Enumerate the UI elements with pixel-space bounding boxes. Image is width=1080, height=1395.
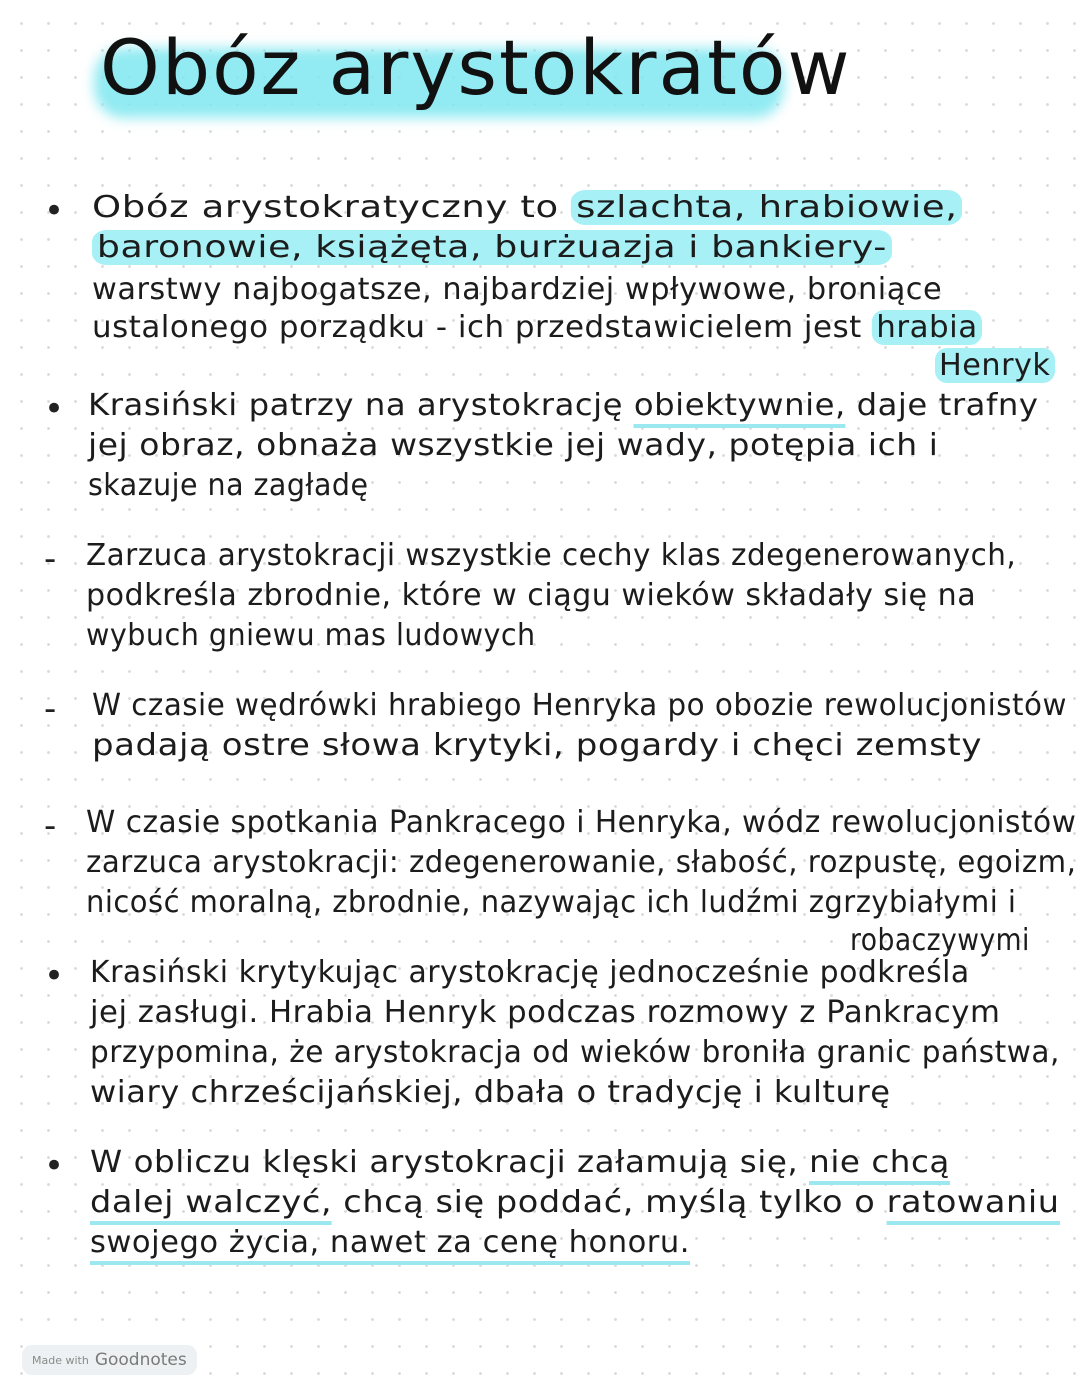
note-line	[90, 1145, 950, 1180]
underlined-text: swojego	[90, 1225, 229, 1265]
highlighted-text: Henryk	[935, 348, 1054, 383]
highlighted-text: baronowie, książęta, burżuazja i bankiery-	[92, 230, 892, 265]
dash-icon: -	[44, 806, 57, 846]
footer-prefix: Made with	[32, 1353, 89, 1367]
underlined-text: dalej walczyć,	[90, 1185, 332, 1225]
note-line	[86, 885, 1016, 920]
note-line	[86, 805, 1076, 840]
note-line	[92, 272, 942, 307]
note-line	[935, 348, 1054, 383]
note-line	[92, 190, 963, 225]
note-text: W czasie wędrówki hrabiego Henryka po obozie rewolucjonistów	[92, 688, 1067, 723]
page-title: Obóz arystokratów	[100, 23, 852, 112]
note-text: W obliczu klęski arystokracji załamują się,	[90, 1145, 810, 1180]
note-line	[92, 728, 982, 763]
note-line	[90, 1185, 1060, 1220]
note-text: chcą się poddać, myślą tylko o	[332, 1185, 887, 1220]
note-text: Zarzuca arystokracji wszystkie cechy klas zdegenerowanych,	[86, 538, 1017, 573]
underlined-text: nie chcą	[809, 1145, 950, 1185]
note-line	[86, 618, 536, 653]
note-text: ustalonego porządku - ich przedstawicielem jest	[92, 310, 873, 345]
note-line	[850, 923, 1030, 958]
note-line	[92, 688, 1067, 723]
note-text: Krasiński krytykując arystokrację jednocześnie podkreśla	[90, 955, 970, 990]
note-text: wiary chrześcijańskiej, dbała o tradycję i kulturę	[90, 1075, 891, 1110]
note-line	[86, 538, 1016, 573]
bullet-icon: •	[44, 1146, 65, 1186]
underlined-text: ratowaniu	[887, 1185, 1060, 1225]
title-wrap	[100, 23, 852, 112]
note-text: W czasie spotkania Pankracego i Henryka, wódz rewolucjonistów	[86, 805, 1077, 840]
note-line	[86, 845, 1076, 880]
note-text: padają ostre słowa krytyki, pogardy i chęci zemsty	[92, 728, 982, 763]
note-text: warstwy najbogatsze, najbardziej wpływowe, broniące	[92, 272, 943, 307]
note-line	[92, 310, 982, 345]
dash-icon: -	[44, 539, 57, 579]
note-text: przypomina, że arystokracja od wieków broniła granic państwa,	[90, 1035, 1060, 1070]
note-text: Krasiński patrzy na arystokrację	[88, 388, 634, 423]
highlighted-text: hrabia	[872, 310, 982, 345]
bullet-icon: •	[44, 956, 65, 996]
note-line	[88, 468, 368, 503]
bullet-icon: •	[44, 389, 65, 429]
goodnotes-badge	[22, 1345, 197, 1375]
footer-brand: Goodnotes	[94, 1350, 187, 1370]
note-text: jej zasługi. Hrabia Henryk podczas rozmowy z Pankracym	[90, 995, 1001, 1030]
note-line	[90, 955, 970, 990]
note-text: nicość moralną, zbrodnie, nazywając ich ludźmi zgrzybiałymi i	[86, 885, 1017, 920]
note-text: wybuch gniewu mas ludowych	[86, 618, 536, 653]
note-line	[86, 578, 976, 613]
bullet-icon: •	[44, 191, 65, 231]
note-text: robaczywymi	[850, 923, 1030, 958]
note-line	[88, 428, 938, 463]
note-line	[88, 388, 1038, 423]
note-text: daje trafny	[845, 388, 1039, 423]
note-line	[90, 1035, 1060, 1070]
underlined-text: życia, nawet za cenę honoru.	[229, 1225, 690, 1265]
note-text: skazuje na zagładę	[88, 468, 369, 503]
note-line	[90, 1225, 690, 1260]
note-text: jej obraz, obnaża wszystkie jej wady, potępia ich i	[88, 428, 939, 463]
note-line	[90, 995, 1000, 1030]
note-text: podkreśla zbrodnie, które w ciągu wieków składały się na	[86, 578, 977, 613]
note-line	[92, 230, 892, 265]
underlined-text: obiektywnie,	[634, 388, 846, 428]
note-text: zarzuca arystokracji: zdegenerowanie, słabość, rozpustę, egoizm,	[86, 845, 1077, 880]
note-text: Obóz arystokratyczny to	[92, 190, 572, 225]
note-line	[90, 1075, 891, 1110]
highlighted-text: szlachta, hrabiowie,	[571, 190, 962, 225]
dash-icon: -	[44, 689, 57, 729]
